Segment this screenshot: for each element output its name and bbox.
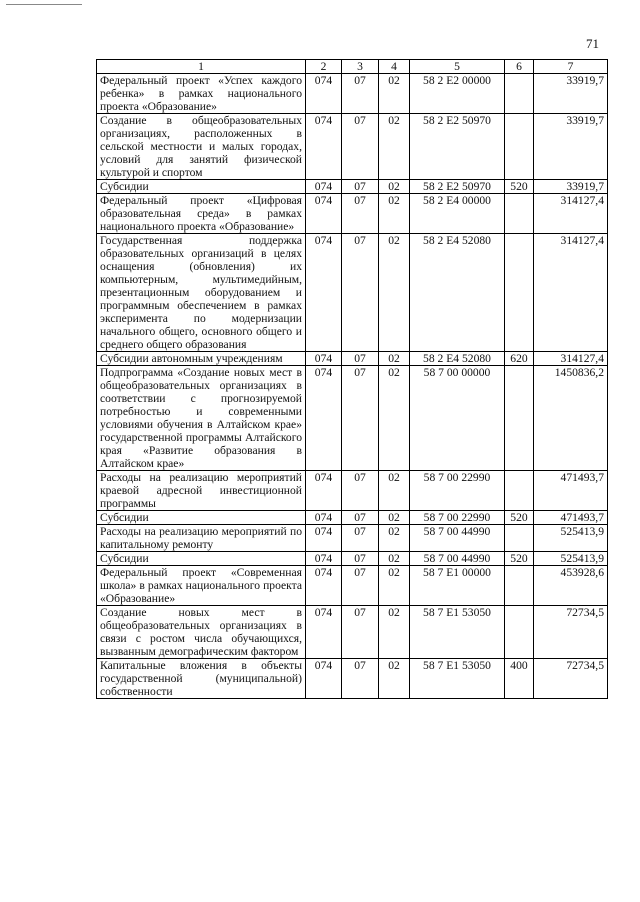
row-target: 58 7 E1 53050 bbox=[410, 659, 505, 699]
row-amount: 525413,9 bbox=[534, 525, 608, 552]
table-row bbox=[97, 194, 608, 234]
row-name: Подпрограмма «Создание новых мест в общеобразовательных организациях в соответствии с прогнозируемой потребностью и современными условиями обучения в Алтайском крае» государственной программы Алтайского края «Развитие образования в Алтайском крае» bbox=[97, 366, 306, 471]
table-row bbox=[97, 234, 608, 352]
row-ministry: 074 bbox=[306, 366, 342, 471]
row-amount: 314127,4 bbox=[534, 234, 608, 352]
table-row bbox=[97, 659, 608, 699]
row-target: 58 2 E2 50970 bbox=[410, 180, 505, 194]
row-target: 58 7 00 22990 bbox=[410, 511, 505, 525]
row-subsection: 02 bbox=[379, 74, 410, 114]
row-amount: 453928,6 bbox=[534, 566, 608, 606]
row-section: 07 bbox=[342, 606, 379, 659]
table-row bbox=[97, 566, 608, 606]
row-ministry: 074 bbox=[306, 194, 342, 234]
row-amount: 33919,7 bbox=[534, 180, 608, 194]
row-ministry: 074 bbox=[306, 471, 342, 511]
row-target: 58 7 E1 00000 bbox=[410, 566, 505, 606]
row-section: 07 bbox=[342, 659, 379, 699]
row-name: Создание новых мест в общеобразовательных организациях в связи с ростом числа обучающихся, вызванным демографическим фактором bbox=[97, 606, 306, 659]
budget-table bbox=[96, 59, 608, 699]
row-subsection: 02 bbox=[379, 352, 410, 366]
row-type: 400 bbox=[505, 659, 534, 699]
top-rule bbox=[6, 4, 82, 5]
row-target: 58 2 E4 00000 bbox=[410, 194, 505, 234]
row-section: 07 bbox=[342, 74, 379, 114]
row-target: 58 2 E2 00000 bbox=[410, 74, 505, 114]
row-section: 07 bbox=[342, 511, 379, 525]
row-section: 07 bbox=[342, 366, 379, 471]
row-amount: 1450836,2 bbox=[534, 366, 608, 471]
row-name: Капитальные вложения в объекты государственной (муниципальной) собственности bbox=[97, 659, 306, 699]
table-body bbox=[97, 74, 608, 699]
row-section: 07 bbox=[342, 352, 379, 366]
table-row bbox=[97, 511, 608, 525]
table-row bbox=[97, 366, 608, 471]
row-name: Субсидии автономным учреждениям bbox=[97, 352, 306, 366]
row-subsection: 02 bbox=[379, 234, 410, 352]
table-row bbox=[97, 180, 608, 194]
row-ministry: 074 bbox=[306, 552, 342, 566]
header-col-5: 5 bbox=[410, 60, 505, 74]
header-col-4: 4 bbox=[379, 60, 410, 74]
row-amount: 33919,7 bbox=[534, 74, 608, 114]
header-col-7: 7 bbox=[534, 60, 608, 74]
row-name: Федеральный проект «Успех каждого ребенка» в рамках национального проекта «Образование» bbox=[97, 74, 306, 114]
row-ministry: 074 bbox=[306, 511, 342, 525]
row-amount: 72734,5 bbox=[534, 606, 608, 659]
row-name: Государственная поддержка образовательных организаций в целях оснащения (обновления) их компьютерным, мультимедийным, презентационным оборудованием и программным обеспечением в рамках эксперимента по модернизации начального общего, основного общего и среднего общего образования bbox=[97, 234, 306, 352]
row-amount: 72734,5 bbox=[534, 659, 608, 699]
row-type bbox=[505, 194, 534, 234]
row-type bbox=[505, 74, 534, 114]
row-target: 58 7 E1 53050 bbox=[410, 606, 505, 659]
header-col-2: 2 bbox=[306, 60, 342, 74]
row-name: Расходы на реализацию мероприятий краевой адресной инвестиционной программы bbox=[97, 471, 306, 511]
row-target: 58 7 00 22990 bbox=[410, 471, 505, 511]
row-amount: 314127,4 bbox=[534, 194, 608, 234]
table-row bbox=[97, 471, 608, 511]
row-type bbox=[505, 366, 534, 471]
row-section: 07 bbox=[342, 525, 379, 552]
header-row bbox=[97, 60, 608, 74]
row-amount: 471493,7 bbox=[534, 471, 608, 511]
row-target: 58 7 00 44990 bbox=[410, 552, 505, 566]
row-ministry: 074 bbox=[306, 659, 342, 699]
row-ministry: 074 bbox=[306, 180, 342, 194]
row-subsection: 02 bbox=[379, 471, 410, 511]
row-ministry: 074 bbox=[306, 352, 342, 366]
table-row bbox=[97, 74, 608, 114]
row-subsection: 02 bbox=[379, 511, 410, 525]
row-ministry: 074 bbox=[306, 525, 342, 552]
row-type bbox=[505, 114, 534, 180]
row-subsection: 02 bbox=[379, 552, 410, 566]
row-type bbox=[505, 566, 534, 606]
row-section: 07 bbox=[342, 552, 379, 566]
table-row bbox=[97, 352, 608, 366]
row-type bbox=[505, 525, 534, 552]
row-target: 58 7 00 00000 bbox=[410, 366, 505, 471]
row-name: Создание в общеобразовательных организациях, расположенных в сельской местности и малых городах, условий для занятий физической культурой и спортом bbox=[97, 114, 306, 180]
header-col-3: 3 bbox=[342, 60, 379, 74]
row-subsection: 02 bbox=[379, 566, 410, 606]
row-type: 520 bbox=[505, 180, 534, 194]
row-section: 07 bbox=[342, 114, 379, 180]
row-section: 07 bbox=[342, 234, 379, 352]
row-ministry: 074 bbox=[306, 606, 342, 659]
row-ministry: 074 bbox=[306, 234, 342, 352]
row-section: 07 bbox=[342, 566, 379, 606]
row-name: Федеральный проект «Современная школа» в рамках национального проекта «Образование» bbox=[97, 566, 306, 606]
row-subsection: 02 bbox=[379, 194, 410, 234]
row-section: 07 bbox=[342, 180, 379, 194]
row-subsection: 02 bbox=[379, 659, 410, 699]
row-target: 58 7 00 44990 bbox=[410, 525, 505, 552]
row-amount: 525413,9 bbox=[534, 552, 608, 566]
table-row bbox=[97, 114, 608, 180]
row-type bbox=[505, 471, 534, 511]
row-target: 58 2 E4 52080 bbox=[410, 234, 505, 352]
row-ministry: 074 bbox=[306, 566, 342, 606]
row-subsection: 02 bbox=[379, 180, 410, 194]
row-name: Субсидии bbox=[97, 552, 306, 566]
table-row bbox=[97, 606, 608, 659]
row-subsection: 02 bbox=[379, 525, 410, 552]
row-subsection: 02 bbox=[379, 114, 410, 180]
row-target: 58 2 E2 50970 bbox=[410, 114, 505, 180]
row-type: 520 bbox=[505, 511, 534, 525]
row-amount: 33919,7 bbox=[534, 114, 608, 180]
page-number: 71 bbox=[586, 36, 599, 51]
row-section: 07 bbox=[342, 471, 379, 511]
row-name: Субсидии bbox=[97, 180, 306, 194]
header-col-1: 1 bbox=[97, 60, 306, 74]
table-row bbox=[97, 525, 608, 552]
row-amount: 314127,4 bbox=[534, 352, 608, 366]
row-section: 07 bbox=[342, 194, 379, 234]
row-name: Расходы на реализацию мероприятий по капитальному ремонту bbox=[97, 525, 306, 552]
row-ministry: 074 bbox=[306, 74, 342, 114]
table-row bbox=[97, 552, 608, 566]
header-col-6: 6 bbox=[505, 60, 534, 74]
row-subsection: 02 bbox=[379, 366, 410, 471]
row-type: 520 bbox=[505, 552, 534, 566]
row-subsection: 02 bbox=[379, 606, 410, 659]
row-type bbox=[505, 606, 534, 659]
row-type bbox=[505, 234, 534, 352]
row-name: Субсидии bbox=[97, 511, 306, 525]
row-amount: 471493,7 bbox=[534, 511, 608, 525]
row-type: 620 bbox=[505, 352, 534, 366]
row-ministry: 074 bbox=[306, 114, 342, 180]
row-name: Федеральный проект «Цифровая образовательная среда» в рамках национального проекта «Образование» bbox=[97, 194, 306, 234]
row-target: 58 2 E4 52080 bbox=[410, 352, 505, 366]
